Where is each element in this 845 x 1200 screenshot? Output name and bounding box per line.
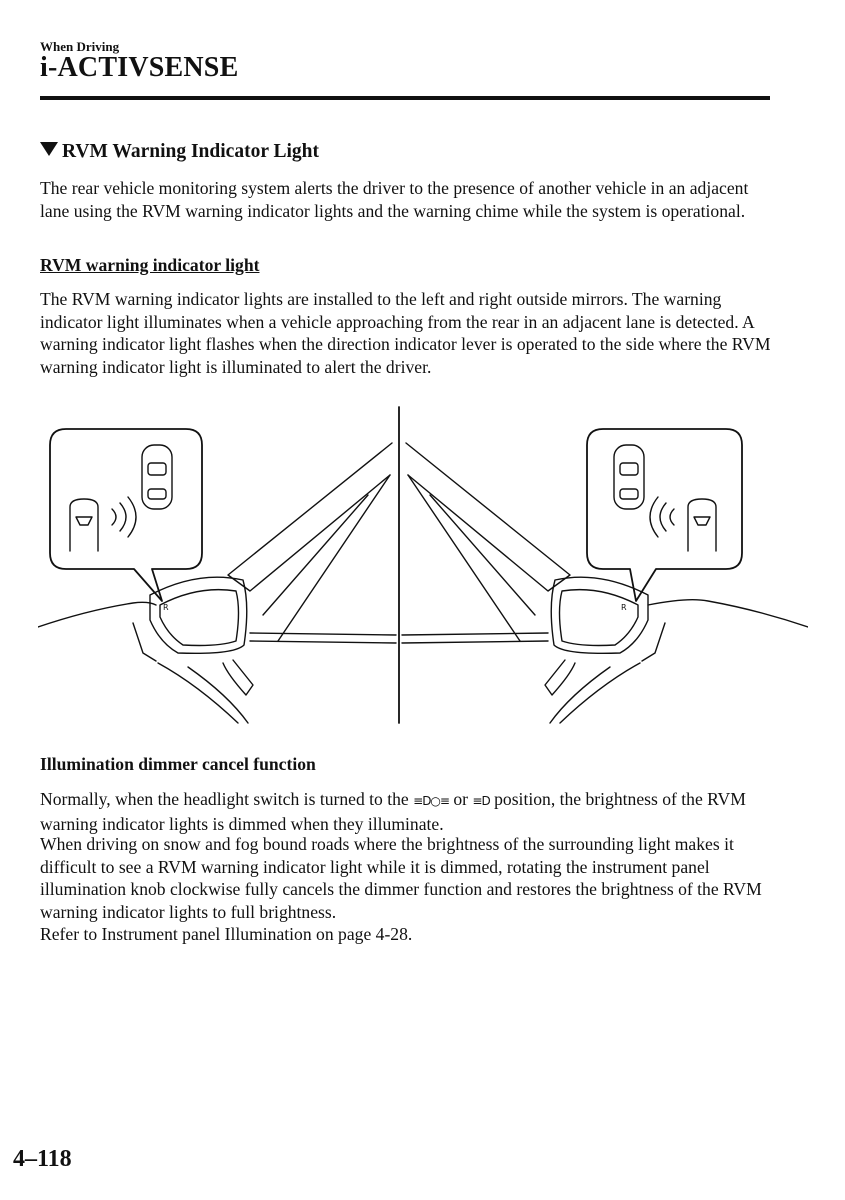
section-heading-text: RVM Warning Indicator Light: [62, 141, 320, 162]
reference-paragraph: Refer to Instrument panel Illumination on page 4-28.: [40, 924, 413, 944]
headlight-icon: ≡D: [472, 794, 490, 808]
page-number: 4–118: [13, 1146, 72, 1172]
indicator-light-paragraph: The RVM warning indicator lights are installed to the left and right outside mirrors. The warning indicator light illuminates when a vehicle approaching from the rear in an adjacent lane is detected. A warning indicator light flashes when the direction indicator lever is operated to the side where the RVM warning indicator light is illuminated to alert the driver.: [40, 289, 771, 377]
mirror-illustration: [38, 405, 808, 725]
subheading-dimmer-cancel: Illumination dimmer cancel function: [40, 754, 316, 774]
svg-text:R: R: [621, 603, 627, 612]
intro-paragraph: The rear vehicle monitoring system alerts the driver to the presence of another vehicle in an adjacent lane using the RVM warning indicator lights and the warning chime while the system is operational.: [40, 178, 749, 221]
svg-text:R: R: [163, 603, 169, 612]
header-section: When Driving: [40, 39, 120, 54]
header-rule: [40, 96, 770, 100]
dimmer-text-after: position, the brightness of the RVM warning indicator lights is dimmed when they illuminate.: [40, 789, 746, 834]
parking-light-icon: ≡D○≡: [413, 794, 449, 808]
dimmer-text-before: Normally, when the headlight switch is turned to the: [40, 789, 414, 809]
dimmer-paragraph: [40, 788, 780, 835]
section-heading: [40, 141, 319, 163]
dimmer-text-or: or: [448, 789, 473, 809]
page-title: i-ACTIVSENSE: [40, 52, 239, 83]
snow-fog-paragraph: When driving on snow and fog bound roads where the brightness of the surrounding light makes it difficult to see a RVM warning indicator light while it is dimmed, rotating the instrument panel illumination knob clockwise fully cancels the dimmer function and restores the brightness of the RVM warning indicator lights to full brightness.: [40, 834, 762, 922]
subheading-indicator-light: RVM warning indicator light: [40, 255, 260, 275]
triangle-bullet-icon: [40, 142, 58, 156]
